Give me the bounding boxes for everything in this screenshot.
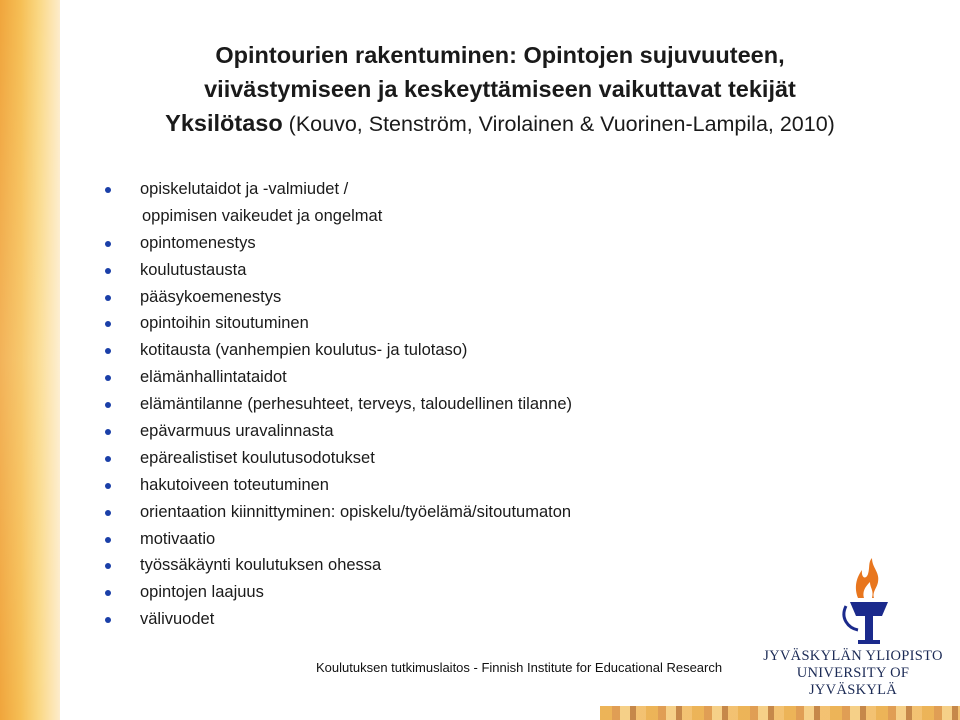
list-item-text: opiskelutaidot ja -valmiudet / <box>140 180 349 198</box>
bullet-dot-icon <box>105 295 111 301</box>
bullet-dot-icon <box>105 268 111 274</box>
list-item <box>105 606 572 633</box>
decorative-side-band <box>0 0 60 720</box>
decorative-bottom-strip <box>600 706 960 720</box>
title-line-3 <box>100 106 900 141</box>
bullet-dot-icon <box>105 187 111 193</box>
list-item <box>105 418 572 445</box>
bullet-dot-icon <box>105 563 111 569</box>
list-item <box>105 499 572 526</box>
list-item-text: opintomenestys <box>140 233 256 252</box>
bullet-dot-icon <box>105 617 111 623</box>
bullet-dot-icon <box>105 241 111 247</box>
list-item-text: elämäntilanne (perhesuhteet, terveys, taloudellinen tilanne) <box>140 395 573 414</box>
bullet-dot-icon <box>105 402 111 408</box>
list-item-text: orientaation kiinnittyminen: opiskelu/työelämä/sitoutumaton <box>140 502 572 521</box>
list-item <box>105 472 572 499</box>
bullet-dot-icon <box>105 510 111 516</box>
list-item <box>105 230 572 257</box>
list-item-text: opintojen laajuus <box>140 583 264 602</box>
list-item-text: opintoihin sitoutuminen <box>140 314 309 333</box>
list-item-text: oppimisen vaikeudet ja ongelmat <box>142 206 383 225</box>
title-citation: (Kouvo, Stenström, Virolainen & Vuorinen-Lampila, 2010) <box>282 112 835 136</box>
list-item-text: epärealistiset koulutusodotukset <box>140 448 375 467</box>
list-item-text: epävarmuus uravalinnasta <box>140 422 334 441</box>
list-item <box>105 337 572 364</box>
bullet-dot-icon <box>105 429 111 435</box>
title-line-2: viivästymiseen ja keskeyttämiseen vaikuttavat tekijät <box>204 76 796 102</box>
university-logo <box>828 558 928 654</box>
list-item <box>105 284 572 311</box>
list-item-text: pääsykoemenestys <box>140 287 282 306</box>
list-item <box>105 445 572 472</box>
list-item-text: työssäkäynti koulutuksen ohessa <box>140 556 382 575</box>
bullet-dot-icon <box>105 375 111 381</box>
list-item-text: motivaatio <box>140 529 216 548</box>
bullet-dot-icon <box>105 537 111 543</box>
torch-icon <box>828 558 928 654</box>
slide-title <box>100 38 900 141</box>
title-line-1: Opintourien rakentuminen: Opintojen sujuvuuteen, <box>215 42 785 68</box>
list-item <box>105 391 572 418</box>
list-item <box>105 203 572 230</box>
bullet-dot-icon <box>105 348 111 354</box>
bullet-dot-icon <box>105 321 111 327</box>
bullet-dot-icon <box>105 590 111 596</box>
bullet-dot-icon <box>105 483 111 489</box>
university-wordmark <box>758 648 948 699</box>
list-item-text: hakutoiveen toteutuminen <box>140 475 329 494</box>
list-item-text: koulutustausta <box>140 260 247 279</box>
list-item <box>105 364 572 391</box>
list-item <box>105 176 572 203</box>
logo-line-fi: JYVÄSKYLÄN YLIOPISTO <box>763 648 943 664</box>
list-item-text: kotitausta (vanhempien koulutus- ja tulotaso) <box>140 341 468 360</box>
list-item <box>105 552 572 579</box>
factor-list <box>105 176 572 633</box>
footer-institute: Koulutuksen tutkimuslaitos - Finnish Institute for Educational Research <box>316 660 723 675</box>
list-item-text: välivuodet <box>140 610 215 629</box>
title-level: Yksilötaso <box>165 110 283 136</box>
list-item <box>105 526 572 553</box>
logo-line-en: UNIVERSITY OF JYVÄSKYLÄ <box>796 665 910 698</box>
list-item <box>105 579 572 606</box>
bullet-dot-icon <box>105 456 111 462</box>
list-item-text: elämänhallintataidot <box>140 368 287 387</box>
list-item <box>105 257 572 284</box>
list-item <box>105 310 572 337</box>
